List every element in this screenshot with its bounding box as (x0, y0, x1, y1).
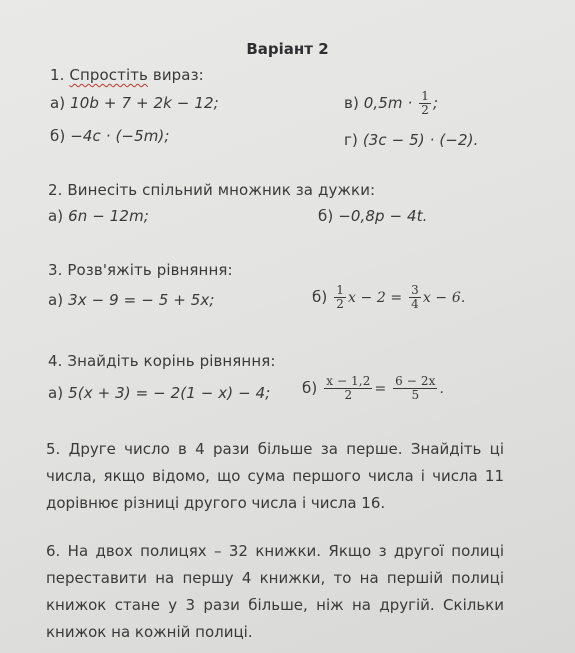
task3-item-b: б) $\frac{1}{2}$ x − 2 = $\frac{3}{4}$ x − 6. (312, 283, 466, 311)
task1-item-g: г) (3c − 5) · (−2). (344, 131, 479, 149)
spellcheck-underlined-word: Спростіть (69, 66, 149, 84)
task1-item-a: а) 10b + 7 + 2k − 12; (50, 94, 219, 112)
fraction: $\frac{x - 1,2}{2}$ (326, 374, 371, 402)
task1-heading: 1. Спростіть вираз: (50, 66, 204, 84)
task5-paragraph: 5. Друге число в 4 рази більше за перше. Знайдіть ці числа, якщо відомо, що сума першого числа і числа 11 дорівнює різниці другого числа і числа 16. (46, 440, 504, 512)
task2-heading: 2. Винесіть спільний множник за дужки: (48, 181, 376, 199)
task1-item-b: б) −4c · (−5m); (50, 127, 170, 145)
task4-item-b: б) $\frac{x - 1,2}{2}$ = $\frac{6 - 2x}{5}$ . (302, 374, 445, 402)
fraction: $\frac{1}{2}$ (421, 89, 430, 117)
task3-heading: 3. Розв'яжіть рівняння: (48, 261, 233, 279)
task4-heading: 4. Знайдіть корінь рівняння: (48, 352, 276, 370)
fraction: $\frac{6 - 2x}{5}$ (395, 374, 436, 402)
task2-item-a: а) 6n − 12m; (48, 207, 149, 225)
task2-item-b: б) −0,8p − 4t. (318, 207, 428, 225)
fraction: $\frac{3}{4}$ (411, 283, 419, 311)
task1-item-v: в) 0,5m · $\frac{1}{2}$ ; (344, 89, 439, 117)
task4-item-a: а) 5(x + 3) = − 2(1 − x) − 4; (48, 384, 271, 402)
task6-paragraph: 6. На двох полицях – 32 книжки. Якщо з другої полиці переставити на першу 4 книжки, то на першій полиці книжок стане у 3 рази більше, ніж на другій. Скільки книжок на кожній полиці. (46, 542, 504, 641)
task3-item-a: а) 3x − 9 = − 5 + 5x; (48, 291, 215, 309)
fraction: $\frac{1}{2}$ (336, 283, 344, 311)
variant-title: Варіант 2 (246, 40, 329, 58)
